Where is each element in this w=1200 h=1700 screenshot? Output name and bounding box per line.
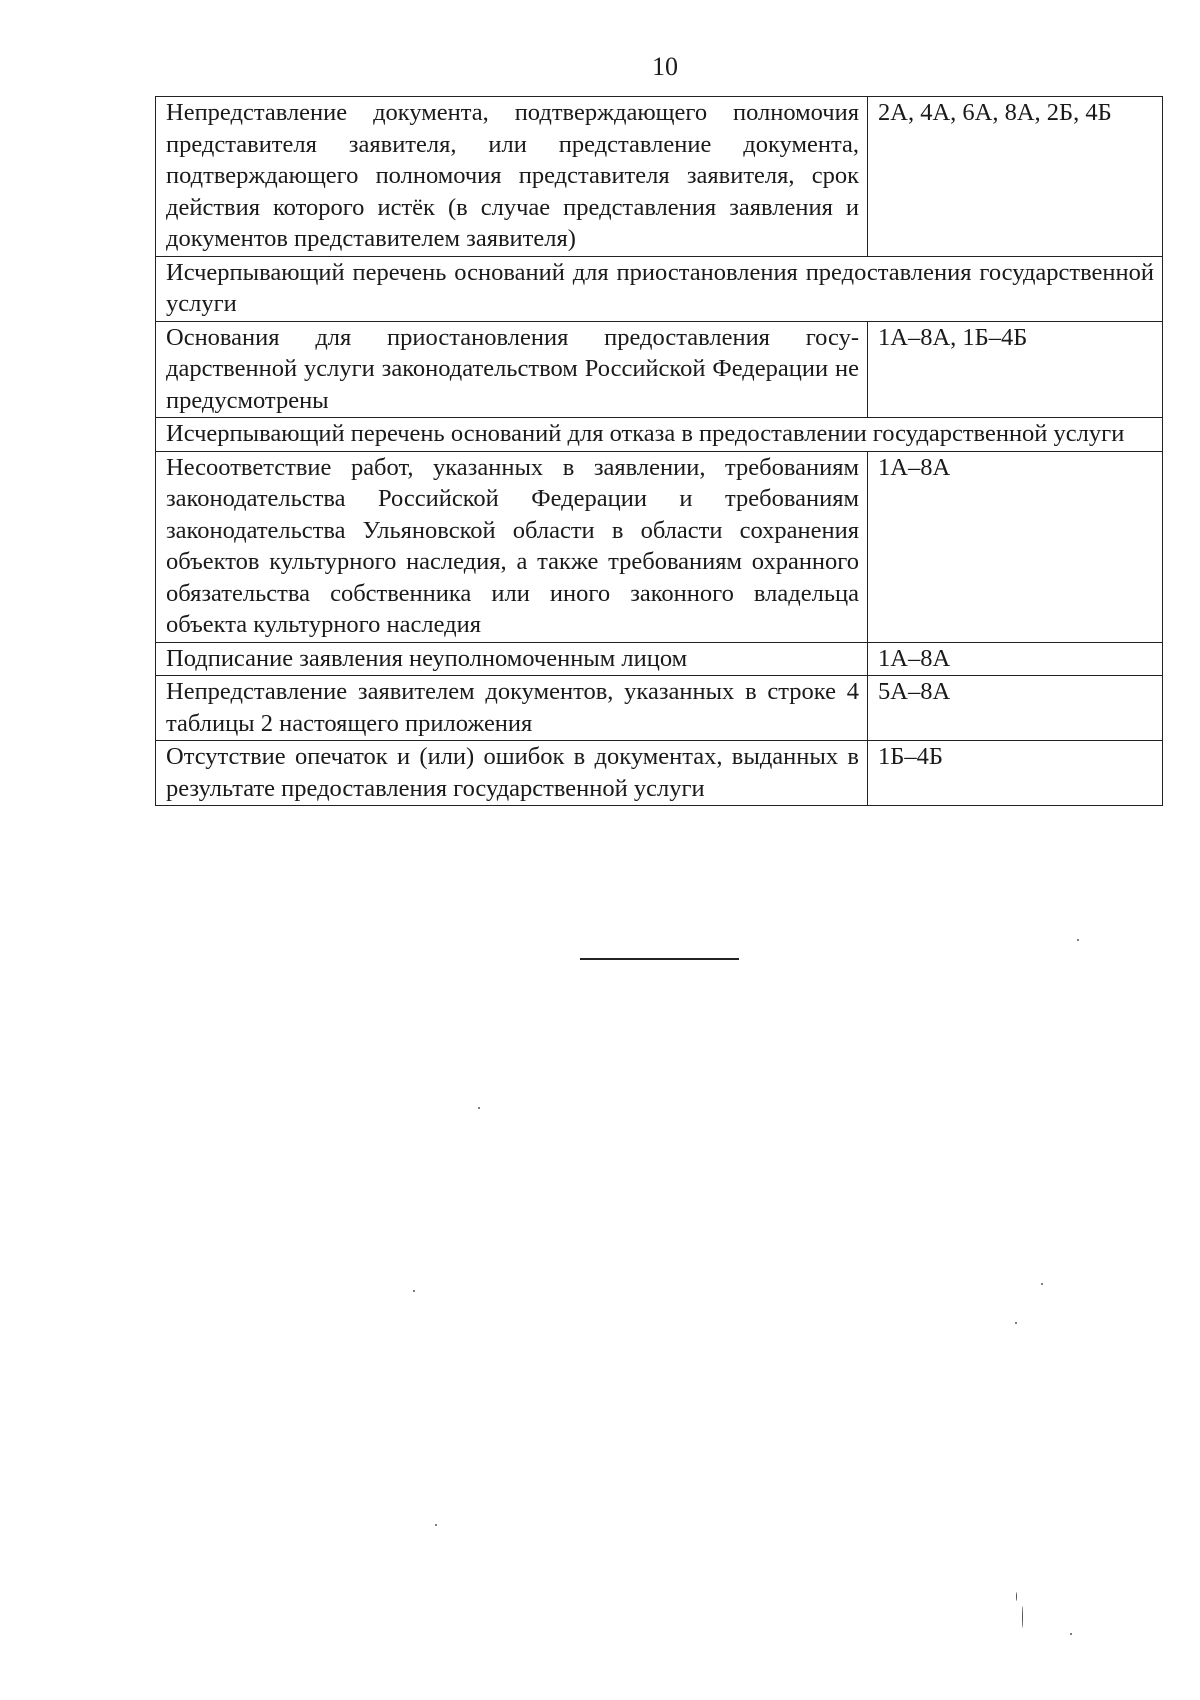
end-of-document-rule: [580, 958, 739, 960]
page-number: 10: [652, 52, 678, 81]
table-cell-grounds: Несоответствие работ, указанных в заявлении, требованиям законодательства Российской Федерации и требованиям законодательства Ульяновской области в области сохранения объектов культурного наследия, а также требованиям охранного обязательства собственника или иного законного владельца объекта культурного наследия: [156, 451, 868, 642]
table-row: [156, 642, 1163, 676]
scan-speck: [478, 1107, 480, 1109]
scan-speck: [435, 1524, 437, 1526]
table-cell-grounds: Подписание заявления неуполномоченным лицом: [156, 642, 868, 676]
scan-speck: [1022, 1606, 1023, 1628]
scan-speck: [413, 1290, 415, 1292]
table-cell-grounds: Непредставление документа, подтверждающего полномочия представителя заявителя, или представление документа, подтверждающего полномочия представителя заявителя, срок действия которого истёк (в случае представления заявления и документов представителем заявителя): [156, 97, 868, 257]
scan-speck: [1015, 1322, 1017, 1324]
grounds-table: [155, 96, 1163, 806]
table-cell-grounds: Непредставление заявителем документов, указанных в строке 4 таблицы 2 настоящего приложения: [156, 676, 868, 741]
table-cell-grounds: Отсутствие опечаток и (или) ошибок в документах, выданных в результате предоставления государственной услуги: [156, 741, 868, 806]
table-row: [156, 676, 1163, 741]
scan-speck: [1077, 939, 1079, 941]
table-section-heading: Исчерпывающий перечень оснований для приостановления предоставления государственной услуги: [156, 256, 1163, 321]
table-cell-codes: 1А–8А: [868, 642, 1163, 676]
table-row: [156, 451, 1163, 642]
table-cell-codes: 1А–8А, 1Б–4Б: [868, 321, 1163, 418]
scan-speck: [1016, 1592, 1017, 1601]
table-row: [156, 741, 1163, 806]
table-cell-codes: 2А, 4А, 6А, 8А, 2Б, 4Б: [868, 97, 1163, 257]
table-section-heading: Исчерпывающий перечень оснований для отказа в предоставлении государственной услуги: [156, 418, 1163, 452]
table-cell-codes: 1А–8А: [868, 451, 1163, 642]
scan-speck: [1041, 1283, 1043, 1285]
table-section-row: [156, 256, 1163, 321]
table-section-row: [156, 418, 1163, 452]
table-row: [156, 321, 1163, 418]
table-cell-codes: 5А–8А: [868, 676, 1163, 741]
scan-speck: [1070, 1633, 1072, 1635]
table-cell-grounds: Основания для приостановления предоставления государственной услуги законодательством Российской Федерации не предусмотрены: [156, 321, 868, 418]
table-cell-codes: 1Б–4Б: [868, 741, 1163, 806]
table-row: [156, 97, 1163, 257]
